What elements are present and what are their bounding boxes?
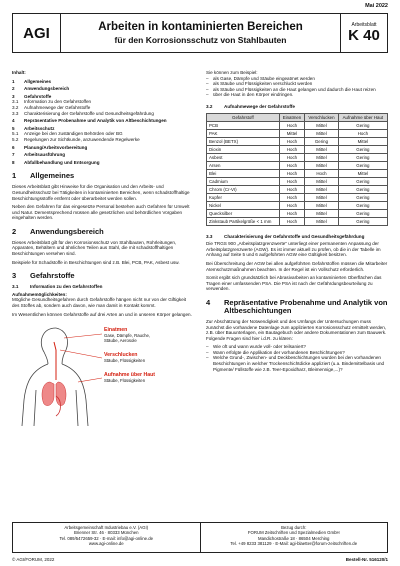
toc-item[interactable]: 3.3 Charakterisierung der Gefahrstoffe und Gesundheitsgefährdung (12, 110, 154, 116)
table-row (207, 177, 388, 185)
exposure-level-cell: Gering (338, 161, 387, 169)
exposure-level-cell: Mittel (338, 137, 387, 145)
exposure-level-cell: Hoch (279, 217, 304, 225)
distributor-contact[interactable]: Tel. +49 8233 381129 · E-Mail: agi-blaetter@forum-zeitschriften.de (230, 540, 358, 546)
column-header: Gefahrstoff (207, 113, 280, 121)
table-row (207, 137, 388, 145)
paragraph: Somit ergibt sich grundsätzlich bei Abrasivarbeiten an kontaminierten Oberflächen das Tragen einer umfassenden PSA. Die PSA ist nach der Gefährdungsbeurteilung zu verwenden. (206, 275, 382, 292)
toc-item[interactable]: 4 Repräsentative Probenahme und Analytik von Altbeschichtungen (12, 118, 167, 124)
table-row (207, 185, 388, 193)
hazard-substance-cell: Chrom (Cr-VI) (207, 185, 280, 193)
exposure-level-cell: Mittel (338, 169, 387, 177)
column-header: Einatmen (279, 113, 304, 121)
exposure-level-cell: Gering (338, 209, 387, 217)
toc-item[interactable]: 5 Arbeitsschutz (12, 125, 55, 131)
list-item: – über die Haut in den Körper eindringen. (206, 92, 388, 98)
exposure-level-cell: Gering (338, 185, 387, 193)
toc-item[interactable]: 7 Arbeitsausführung (12, 152, 66, 158)
questions-list (206, 344, 388, 372)
exposure-level-cell: Hoch (279, 121, 304, 129)
title-header (12, 13, 388, 53)
exposure-level-cell: Mittel (305, 153, 339, 161)
exposure-level-cell: Mittel (305, 217, 339, 225)
exposure-level-cell: Gering (338, 177, 387, 185)
hazard-substance-cell: Cadmium (207, 177, 280, 185)
hazard-substance-cell: PCB (207, 121, 280, 129)
table-row (207, 169, 388, 177)
exposure-level-cell: Gering (305, 137, 339, 145)
hazard-substance-cell: Blei (207, 169, 280, 177)
subsection-heading: 3.1 Information zu den Gefahrstoffen (12, 284, 103, 290)
hazard-substance-cell: Arsen (207, 161, 280, 169)
toc-item[interactable]: 3.2 Aufnahmewege der Gefahrstoffe (12, 104, 91, 110)
section-heading: 1 Allgemeines (12, 171, 75, 181)
paragraph: Zur Abschätzung der Notwendigkeit und des Umfangs der Untersuchungen muss zunächst die vorhandene Datenlage zum applizierten Korrosionsschutz ermittelt werden, z.B. über Bauunterlagen, ein Bautagebuch oder andere Dokumentationen zum Bauwerk. Folgende Fragen sind hier i.d.R. zu klären: (206, 318, 387, 341)
paragraph: Die TRGS 900 „Arbeitsplatzgrenzwerte" unterliegt einer permanenten Anpassung der Arbeitsplatzgrenzwerte (AGW). Es ist immer aktuell zu prüfen, ob die in der Tabelle im Anhang auf Seite 5 und 6 aufgeführten AGW eine Gültigkeit besitzen. (206, 241, 381, 258)
exposure-level-cell: Hoch (305, 169, 339, 177)
hazard-substance-cell: Benzol (BETX) (207, 137, 280, 145)
hazard-substance-cell: Dioxin (207, 145, 280, 153)
list-item: – als Gase, Dämpfe und Stäube eingeatmet werden (206, 76, 388, 82)
exposure-routes-table (206, 113, 388, 226)
toc-item[interactable]: 5.2 Regelungen zur Sichtkunde, anzuwendende Regelwerke (12, 136, 140, 142)
sheet-id-block (341, 14, 387, 52)
right-column (206, 70, 388, 372)
distributor-info: Bezug durch: FORUM Zeitschriften und Spezialmedien GmbH Mandichostraße 18 · 86504 Merching Tel. +49 8233 381129 · E-Mail: agi-blaetter@forum-zeitschriften.de (201, 523, 388, 552)
exposure-routes-figure (12, 320, 194, 426)
publisher-website-link[interactable]: www.agi-online.de (88, 540, 124, 546)
page-subtitle: für den Korrosionsschutz von Stahlbauten (114, 35, 287, 45)
section-heading: 3 Gefahrstoffe (12, 271, 75, 281)
list-item: – Welche Grund-, Zwischen- und Deckbeschichtungen wurden bei den vorhandenen Beschichtungen in welcher Trockenschichtdicke appliziert (u.a. Bindemittelbasis und Pigmente/ Füllstoffe wie z.B. Teer-Epoxidharz, Bleimennige,...)? (206, 355, 388, 372)
subsection-heading: 3.2 Aufnahmewege der Gefahrstoffe (206, 103, 295, 109)
toc-item[interactable]: 5.1 Anzeige bei den zuständigen Behörden oder BG (12, 131, 123, 137)
exposure-level-cell: Gering (338, 193, 387, 201)
exposure-level-cell: Gering (338, 121, 387, 129)
hazard-substance-cell: Asbest (207, 153, 280, 161)
table-row (207, 209, 388, 217)
exposure-level-cell: Mittel (279, 129, 304, 137)
subsection-heading: 3.3 Charakterisierung der Gefahrstoffe und Gesundheitsgefährdung (206, 233, 365, 239)
table-row (207, 145, 388, 153)
exposure-level-cell: Mittel (305, 129, 339, 137)
hazard-substance-cell: Zinkstaub Partikelgröße < 1 mm (207, 217, 280, 225)
paragraph: Beispiele für Schadstoffe in Beschichtungen sind z.B. Blei, PCB, PAK, Asbest usw. (12, 259, 180, 265)
issue-date: Mai 2022 (365, 3, 388, 9)
agi-logo: AGI (13, 14, 61, 52)
section-heading: 2 Anwendungsbereich (12, 226, 104, 236)
toc-item[interactable]: 3 Gefahrstoffe (12, 93, 52, 99)
human-body-illustration (12, 320, 194, 426)
table-row (207, 201, 388, 209)
exposure-level-cell: Hoch (279, 209, 304, 217)
sheet-number: K 40 (348, 27, 380, 44)
figure-label-skin-absorption: Aufnahme über Haut Stäube, Flüssigkeiten (104, 372, 156, 384)
table-row (207, 153, 388, 161)
exposure-level-cell: Gering (338, 201, 387, 209)
exposure-level-cell: Hoch (338, 129, 387, 137)
exposure-level-cell: Mittel (305, 161, 339, 169)
exposure-level-cell: Hoch (279, 145, 304, 153)
table-row (207, 129, 388, 137)
toc-title: Inhalt: (12, 70, 26, 75)
exposure-level-cell: Hoch (279, 193, 304, 201)
publisher-info: Arbeitsgemeinschaft Industriebau e.V. (AGI) Brienner Str. 46 · 80333 München Tel. 089/5472659-32 · E-mail: info@agi-online.de www.agi-online.de (13, 523, 201, 552)
exposure-level-cell: Mittel (305, 209, 339, 217)
title-block (61, 14, 341, 52)
paragraph: Im Wesentlichen können Gefahrstoffe auf drei Arten an und in unseren Körper gelangen. (12, 311, 192, 317)
exposure-level-cell: Hoch (279, 161, 304, 169)
table-row (207, 121, 388, 129)
exposure-level-cell: Gering (338, 153, 387, 161)
exposure-level-cell: Mittel (305, 145, 339, 153)
exposure-level-cell: Hoch (279, 153, 304, 161)
paragraph: Neben den Gefahren für das eingesetzte Personal bestehen auch Gefahren für Umwelt und Natur. Dementsprechend müssen alle gesetzlichen und behördlichen Vorgaben eingehalten werden. (12, 204, 190, 221)
table-body (207, 121, 388, 225)
toc-item[interactable]: 3.1 Information zu den Gefahrstoffen (12, 99, 92, 105)
list-item: – als Stäube und Flüssigkeiten verschluckt werden (206, 81, 388, 87)
exposure-level-cell: Hoch (279, 177, 304, 185)
page-title: Arbeiten in kontaminierten Bereichen (98, 21, 303, 33)
exposure-level-cell: Hoch (279, 169, 304, 177)
figure-label-inhalation: Einatmen Gase, Dämpfe, Rauche, Stäube, Aerosole (104, 327, 151, 344)
hazard-substance-cell: Nickel (207, 201, 280, 209)
publisher-contact[interactable]: Tel. 089/5472659-32 · E-mail: info@agi-online.de (59, 535, 153, 541)
table-row (207, 193, 388, 201)
copyright: © AGI/FORUM, 2022 (12, 557, 55, 562)
table-row (207, 161, 388, 169)
figure-label-ingestion: Verschlucken Stäube, Flüssigkeiten (104, 352, 146, 364)
sheet-label: Arbeitsblatt (351, 22, 377, 28)
section-heading: 4 Repräsentative Probenahme und Analytik von Altbeschichtungen (206, 297, 388, 315)
exposure-list (206, 76, 388, 98)
paragraph-lead: Aufnahmemöglichkeiten: (12, 291, 67, 297)
column-header: Verschlucken (305, 113, 339, 121)
toc-item[interactable]: 2 Anwendungsbereich (12, 86, 70, 92)
toc-item[interactable]: 8 Abfallbehandlung und Entsorgung (12, 159, 100, 165)
exposure-level-cell: Mittel (305, 201, 339, 209)
hazard-substance-cell: PAK (207, 129, 280, 137)
paragraph: Dieses Arbeitsblatt gibt Hinweise für die Organisation und den Arbeits- und Gesundheitsschutz bei Tätigkeiten in kontaminierten Bereichen, wenn schadstoffhaltige Beschichtungsstoffe entfernt oder überarbeitet werden sollen. (12, 184, 190, 201)
exposure-level-cell: Hoch (279, 137, 304, 145)
list-item: – als Stäube und Flüssigkeiten an die Haut gelangen und dadurch die Haut reizen (206, 87, 388, 93)
column-header: Aufnahme über Haut (338, 113, 387, 121)
table-row (207, 217, 388, 225)
list-item: – Wann erfolgte die Applikation der vorhandenen Beschichtungen? (206, 350, 388, 356)
exposure-level-cell: Hoch (279, 201, 304, 209)
exposure-level-cell: Mittel (305, 185, 339, 193)
table-header-row (207, 113, 388, 121)
order-number: Bestell-Nr. 516120/1 (345, 557, 388, 562)
hazard-substance-cell: Quecksilber (207, 209, 280, 217)
intro-lead: Sie können zum Beispiel: (206, 70, 258, 75)
exposure-level-cell: Hoch (279, 185, 304, 193)
exposure-level-cell: Mittel (305, 121, 339, 129)
paragraph: Bei Überschreitung der AGW bei allen aufgeführten Gefahrstoffen müssen die Mitarbeiter Atemschutzmaßnahmen beachten. In der Regel ist ein Vollschutz erforderlich. (206, 260, 388, 272)
toc-item[interactable]: 1 Allgemeines (12, 78, 52, 84)
hazard-substance-cell: Kupfer (207, 193, 280, 201)
paragraph: Mögliche Gesundheitsgefahren durch Gefahrstoffe hängen nicht nur von der Giftigkeit des Stoffes ab, sondern auch davon, wie man damit in Kontakt kommt. (12, 297, 187, 309)
footer-box (12, 522, 388, 553)
left-column (12, 70, 194, 426)
exposure-level-cell: Gering (338, 217, 387, 225)
paragraph: Dieses Arbeitsblatt gilt für den Korrosionsschutz von Stahlbauten, Rohrleitungen, Apparaten, Behältern und ähnlichen Teilen aus Stahl, die mit schadstoffhaltigen Beschichtungen versehen sind. (12, 239, 177, 257)
exposure-level-cell: Gering (338, 145, 387, 153)
list-item: – Wie oft und wann wurde voll- oder teilsaniert? (206, 344, 388, 350)
exposure-level-cell: Mittel (305, 193, 339, 201)
table-of-contents (12, 79, 194, 166)
exposure-level-cell: Mittel (305, 177, 339, 185)
toc-item[interactable]: 6 Planung/Arbeitsvorbereitung (12, 144, 88, 150)
